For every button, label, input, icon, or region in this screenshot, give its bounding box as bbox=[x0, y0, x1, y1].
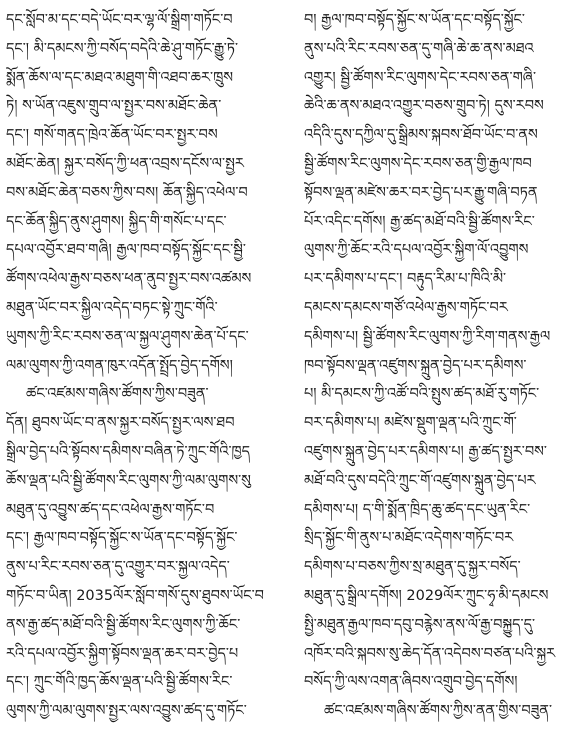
text-line: དང་། མི་དམངས་ཀྱི་བསོད་བདེའི་ཆེ་ཤུ་གཏོང་རྒྱུ་ཏེ་ bbox=[6, 40, 239, 57]
text-line: སྒྲིལ་བྱེད་པའི་སྟོབས་དམིགས་བཞིན་ཏེ་ཀྲུང་གོའི་ཁྱད bbox=[6, 443, 251, 460]
text-line: མཐོ་བའི་དུས་བདེའི་ཀྲུང་གོ་འཛུགས་སྐྲུན་བྱེད་པར bbox=[304, 472, 536, 489]
text-line: བས་མཐོང་ཆེན་བཅས་ཀྱིས་བས། ཆོན་སྐྱིད་འཕེལ་བ bbox=[6, 184, 248, 201]
text-line: སྲིད་སྐྱོང་གི་ནུས་པ་མཐོང་འདེགས་གཏོང་བར bbox=[304, 530, 514, 547]
paragraph-start-line: ཚང་འཛམས་གཞིས་ཚོགས་ཀྱིས་བཟུན་ bbox=[26, 386, 209, 403]
left-text-column bbox=[6, 6, 286, 726]
text-line: མཐུན་དུ་འབྱུས་ཚད་དང་འཕེལ་རྒྱས་གཏོང་བ bbox=[6, 501, 215, 518]
text-line: སྟོབས་ལྡན་མཛེས་ཆར་བར་བྱེད་པར་རྒྱུ་གཞི་བཏན bbox=[304, 184, 538, 201]
text-line: སྨོན་ཆོས་ལ་དང་མཐའ་མཐུག་གི་འཐབ་ཆར་ཁྲུས bbox=[6, 69, 234, 86]
text-line: ཆོས་ལྡན་པའི་སྦྱི་ཚོགས་རིང་ལུགས་ཀྱི་ལམ་ལུགས་སུ bbox=[6, 472, 251, 489]
text-line: ཁབ་སྟོབས་ལྡན་འཛུགས་སྐྲུན་བྱེད་པར་དམིགས་ bbox=[304, 357, 527, 374]
text-line: མཐུན་དུ་སྒྲིལ་དགོས། 2029ལོར་ཀྲུང་ཧྭ་མི་དམངས bbox=[304, 587, 549, 604]
text-line: ལུགས་ཀྱི་ཆོང་རའི་དཔལ་འབྱོར་སྐྱིག་ལོ་འབྱུགས bbox=[304, 242, 529, 259]
text-line: ཡུགས་ཀྱི་རིང་རབས་ཅན་ལ་སྐྱལ་ཤུགས་ཆེན་པོ་དང་ bbox=[6, 328, 249, 345]
text-line: དམིགས་པ། ད་གི་སྨོན་ཁྲིད་ཆུ་ཚད་དང་ཡུན་རིང་ bbox=[304, 501, 531, 518]
text-line: སྤྱི་མཐུན་རྒྱལ་ཁབ་དབུ་བརྙེས་ནས་ལོ་རྒྱ་བསྐྱུད་དུ་ bbox=[304, 616, 536, 633]
text-line: ལམ་ལུགས་ཀྱི་འགན་ཁུར་འདོན་སྤྲོད་བྱེད་དགོས། bbox=[6, 357, 233, 374]
text-line: དམིགས་པ་བཅས་ཀྱིས་སྲ་མཐུན་དུ་སྐྱར་བསོད་ bbox=[304, 559, 521, 576]
text-line: དཔལ་འབྱོར་ཐབ་གཞི། རྒྱལ་ཁབ་བསྟོད་སྐྱོང་དང་སྦྱི་ bbox=[6, 242, 246, 259]
text-line: པ། མི་དམངས་ཀྱི་འཚོ་བའི་སྤུས་ཚད་མཐོ་རུ་གཏོང་ bbox=[304, 386, 540, 403]
text-line: དོན། ཐུབས་ཡོང་བ་ནས་སྐྱར་བསོད་སྤྱར་ལས་ཐབ bbox=[6, 415, 235, 432]
text-line: འགྱུར། སྦྱི་ཚོགས་རིང་ལུགས་དེང་རབས་ཅན་གཞི་ bbox=[304, 69, 536, 86]
text-line: མཐུན་ཡོང་བར་སྐྱིལ་འདེད་བཏང་སྟེ་ཀྲུང་གོའི་ bbox=[6, 299, 218, 316]
text-line: དང་། གསོ་གནད་ཁྲེའ་ཆོན་ཡོང་བར་སྤྱར་བས bbox=[6, 127, 218, 144]
text-line: སྦྱི་ཚོགས་རིང་ལུགས་དེང་རབས་ཅན་གྱི་རྒྱལ་ཁབ bbox=[304, 155, 532, 172]
text-line: བ། རྒྱལ་ཁབ་བསྟོད་སྐྱོང་ས་ཡོན་དང་བསྟོད་སྐྱོང་ bbox=[304, 12, 525, 28]
text-line: དང་སློབ་མ་དང་བདེ་ཡོང་བར་ལྷ་ལོ་སྒྲིག་གཏོང་བ bbox=[6, 12, 233, 28]
text-line: དམིགས་པ། སྦྱི་ཚོགས་རིང་ལུགས་ཀྱི་རིག་གནས་རྒྱལ bbox=[304, 328, 551, 345]
paragraph-start-line: ཚང་འཛམས་གཞིས་ཚོགས་ཀྱིས་ནན་གྱིས་བཟུན་ bbox=[324, 703, 553, 720]
text-line: བར་དམིགས་པ། མཛེས་སྡུག་ལྡན་པའི་ཀྲུང་གོ་ bbox=[304, 415, 517, 432]
text-line: ནུས་པ་རིང་རབས་ཅན་དུ་འགྱུར་བར་སྐྱལ་འདེད་ bbox=[6, 559, 230, 576]
text-line: འཛུགས་སྐྲུན་བྱེད་པར་དམིགས་པ། རྒྱ་ཚད་སྤྱར་བས་ bbox=[304, 443, 547, 460]
text-line: དང་། ཀྲུང་གོའི་ཁྱད་ཆོས་ལྡན་པའི་སྦྱི་ཚོགས་རིང་ bbox=[6, 674, 233, 691]
text-line: པོར་འདིང་དགོས། རྒྱ་ཚད་མཐོ་བའི་སྦྱི་ཚོགས་རིང་ bbox=[304, 213, 535, 230]
text-line: མཐོང་ཆེན། སྐྱར་བསོད་ཀྱི་ཕན་འབྲས་དངོས་ལ་སྤྱར bbox=[6, 155, 244, 172]
text-line: གཏོང་བ་ཡིན། 2035ལོར་སློབ་གསོ་དུས་ཐུབས་ཡོང་བ bbox=[6, 587, 264, 604]
text-line: རའི་དཔལ་འབྱོར་སྐྱིག་སྟོབས་ལྡན་ཆར་བར་བྱེད་པ bbox=[6, 645, 239, 662]
text-line: འཁོར་བའི་སྐབས་སུ་ཆེད་དོན་འདེབས་བཙན་པའི་སྐྱར bbox=[304, 645, 556, 662]
text-line: དམངས་དམངས་གཙོ་འཕེལ་རྒྱས་གཏོང་བར bbox=[304, 299, 508, 316]
text-line: འདིའི་དུས་དཀྱིལ་དུ་སྒྲིམས་སྐབས་ཐོབ་ཡོང་བ་ནས bbox=[304, 127, 538, 144]
text-line: ཏེ། ས་ཡོན་འཇུས་གྲུབ་ལ་སྤྱར་བས་མཐོང་ཆེན་ bbox=[6, 98, 222, 115]
text-line: པར་དམིགས་པ་དང་། བརྟུད་རིམ་པ་ཁིའི་མི་ bbox=[304, 271, 507, 288]
text-line: ལུགས་ཀྱི་ལམ་ལུགས་སྤྱར་ལས་འབྱུས་ཚད་དུ་གཏོང་ bbox=[6, 703, 247, 720]
text-line: ནས་རྒྱ་ཚད་མཐོ་བའི་སྦྱི་ཚོགས་རིང་ལུགས་ཀྱི་ཆོང་ bbox=[6, 616, 241, 633]
text-line: དང་། རྒྱལ་ཁབ་བསྟོད་སྐྱོང་ས་ཡོན་དང་བསྟོད་སྐྱོང་ bbox=[6, 530, 238, 547]
right-text-column bbox=[304, 6, 584, 726]
text-line: ནུས་པའི་རིང་རབས་ཅན་དུ་གཞི་ཆེ་ཆ་ནས་མཐའ bbox=[304, 40, 534, 57]
text-line: དང་ཆོན་སྐྱིད་ནུས་ཤུགས། སྐྱིད་གི་གསོང་པ་དང་ bbox=[6, 213, 227, 230]
text-line: ཚོགས་འཕེལ་རྒྱས་བཅས་ཕན་ནུབ་སྤྱར་བས་འཚམས bbox=[6, 271, 252, 288]
text-line: བསོད་ཀྱི་ལས་འགན་ཞིབས་འགྲུབ་བྱེད་དགོས། bbox=[304, 674, 518, 691]
text-line: ཆེའི་ཆ་ནས་མཐའ་འགྱུར་བཅས་གྲུབ་ཏེ། དུས་རབས bbox=[304, 98, 544, 115]
